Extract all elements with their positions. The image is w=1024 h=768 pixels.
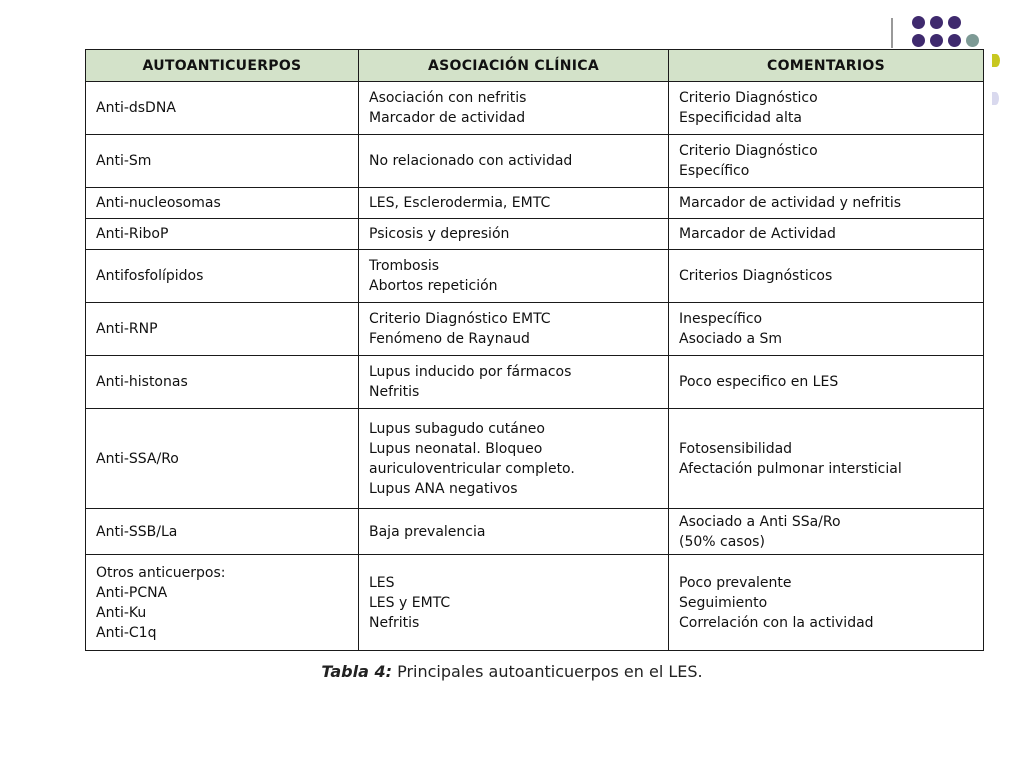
deco-dot [948,34,961,47]
cell-asociacion-clinica [359,509,669,555]
cell-text-line: Marcador de actividad [369,110,526,126]
cell-text-line: Anti-RNP [96,321,158,337]
cell-text-line: LES [369,574,395,591]
autoantibodies-table [85,49,984,651]
header-comentarios: COMENTARIOS [669,50,984,82]
cell-text-line: Fotosensibilidad [679,440,793,457]
cell-text-line: Correlación con la actividad [679,614,874,631]
cell-autoanticuerpo [86,555,359,651]
cell-autoanticuerpo [86,409,359,509]
header-autoanticuerpos: AUTOANTICUERPOS [86,50,359,82]
cell-text-line: Criterio Diagnóstico [679,90,818,106]
deco-dot [948,16,961,29]
cell-text-line: Criterio Diagnóstico EMTC [369,311,551,327]
cell-text-line: Otros anticuerpos: [96,564,226,581]
header-asociacion-clinica: ASOCIACIÓN CLÍNICA [359,50,669,82]
cell-asociacion-clinica [359,555,669,651]
cell-comentarios [669,188,984,219]
cell-text-line: Anti-dsDNA [96,100,176,116]
cell-text-line: Criterio Diagnóstico [679,143,818,159]
cell-comentarios [669,409,984,509]
table-row [86,356,984,409]
cell-text-line: Antifosfolípidos [96,268,204,284]
table-row [86,135,984,188]
cell-text-line: Trombosis [369,258,440,274]
table-row [86,409,984,509]
autoantibodies-table-container [85,49,983,651]
cell-text-line: Abortos repetición [369,278,498,294]
cell-text-line: LES, Esclerodermia, EMTC [369,195,551,211]
cell-text-line: Nefritis [369,614,420,631]
cell-comentarios [669,356,984,409]
cell-comentarios [669,555,984,651]
deco-dot [966,34,979,47]
table-row [86,250,984,303]
caption-text: Principales autoanticuerpos en el LES. [392,662,703,681]
cell-comentarios [669,82,984,135]
cell-autoanticuerpo [86,219,359,250]
decorative-divider-line [891,18,893,48]
cell-asociacion-clinica [359,303,669,356]
cell-comentarios [669,135,984,188]
cell-text-line: LES y EMTC [369,594,451,611]
cell-text-line: auriculoventricular completo. [369,460,575,477]
cell-text-line: No relacionado con actividad [369,153,573,169]
cell-text-line: Lupus inducido por fármacos [369,364,572,380]
cell-text-line: Anti-nucleosomas [96,195,221,211]
cell-text-line: (50% casos) [679,533,765,550]
cell-text-line: Específico [679,163,750,179]
table-row [86,219,984,250]
cell-text-line: Especificidad alta [679,110,802,126]
cell-asociacion-clinica [359,409,669,509]
cell-text-line: Lupus ANA negativos [369,480,518,497]
deco-dot [992,92,999,105]
deco-dot [912,16,925,29]
table-row [86,555,984,651]
cell-text-line: Inespecífico [679,311,763,327]
cell-text-line: Criterios Diagnósticos [679,268,833,284]
cell-text-line: Fenómeno de Raynaud [369,331,530,347]
cell-text-line: Seguimiento [679,594,768,611]
cell-text-line: Baja prevalencia [369,523,486,540]
cell-text-line: Anti-Sm [96,153,152,169]
deco-dot [912,34,925,47]
cell-text-line: Anti-C1q [96,624,157,641]
cell-asociacion-clinica [359,356,669,409]
cell-asociacion-clinica [359,135,669,188]
cell-text-line: Asociación con nefritis [369,90,527,106]
cell-autoanticuerpo [86,356,359,409]
cell-text-line: Marcador de Actividad [679,226,836,242]
table-row [86,303,984,356]
cell-autoanticuerpo [86,509,359,555]
cell-text-line: Asociado a Sm [679,331,783,347]
cell-autoanticuerpo [86,135,359,188]
cell-comentarios [669,250,984,303]
deco-dot [992,54,1000,67]
cell-text-line: Psicosis y depresión [369,226,510,242]
table-row [86,509,984,555]
cell-asociacion-clinica [359,250,669,303]
cell-text-line: Marcador de actividad y nefritis [679,195,902,211]
cell-comentarios [669,303,984,356]
cell-autoanticuerpo [86,188,359,219]
cell-text-line: Anti-histonas [96,374,188,390]
cell-asociacion-clinica [359,188,669,219]
caption-label: Tabla 4: [321,662,392,681]
cell-text-line: Nefritis [369,384,420,400]
cell-text-line: Poco especifico en LES [679,374,839,390]
cell-autoanticuerpo [86,82,359,135]
cell-asociacion-clinica [359,219,669,250]
cell-text-line: Poco prevalente [679,574,792,591]
cell-text-line: Anti-SSA/Ro [96,450,179,467]
table-caption [0,662,1024,681]
cell-text-line: Anti-RiboP [96,226,169,242]
cell-comentarios [669,509,984,555]
cell-autoanticuerpo [86,303,359,356]
cell-text-line: Anti-SSB/La [96,523,178,540]
table-header-row [86,50,984,82]
cell-text-line: Asociado a Anti SSa/Ro [679,513,841,530]
cell-text-line: Afectación pulmonar intersticial [679,460,902,477]
cell-text-line: Anti-Ku [96,604,147,621]
cell-comentarios [669,219,984,250]
cell-text-line: Anti-PCNA [96,584,168,601]
cell-autoanticuerpo [86,250,359,303]
cell-asociacion-clinica [359,82,669,135]
cell-text-line: Lupus subagudo cutáneo [369,420,545,437]
table-row [86,82,984,135]
deco-dot [930,16,943,29]
table-row [86,188,984,219]
deco-dot [930,34,943,47]
cell-text-line: Lupus neonatal. Bloqueo [369,440,543,457]
